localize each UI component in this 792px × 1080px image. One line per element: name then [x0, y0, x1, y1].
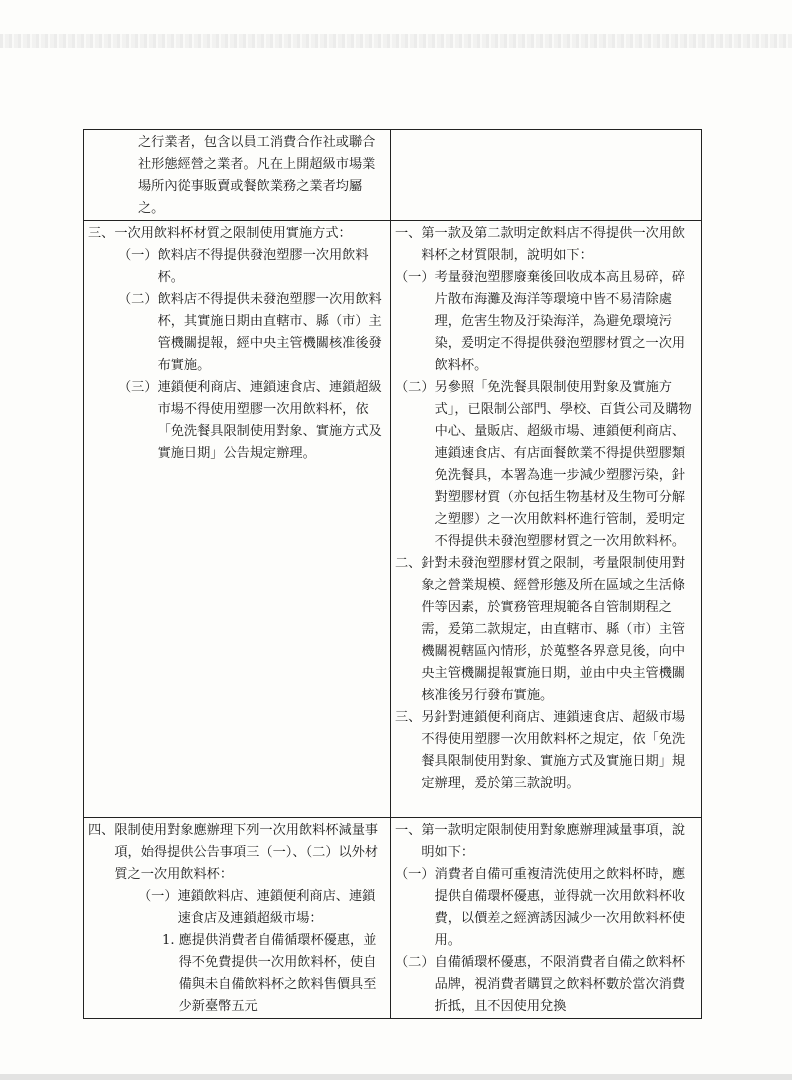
list-item — [395, 707, 697, 795]
item-text: 另參照「免洗餐具限制使用對象及實施方式」，已限制公部門、學校、百貨公司及購物中心、量販店、超級市場、連鎖便利商店、連鎖速食店、有店面餐飲業不得提供塑膠類免洗餐具，本署為進一步減少塑膠污染，針對塑膠材質（亦包括生物基材及生物可分解之塑膠）之一次用飲料杯進行管制，爰明定不得提供未發泡塑膠材質之一次用飲料杯。 — [434, 380, 692, 549]
explanation-cell — [391, 130, 702, 221]
item-label: （二） — [118, 292, 158, 307]
table-row — [84, 130, 702, 221]
item-label: 1. — [162, 933, 175, 948]
item-label: （一） — [395, 867, 435, 882]
item-text: 飲料店不得提供未發泡塑膠一次用飲料杯，其實施日期由直轄市、縣（市）主管機關提報，經中央主管機關核准後發布實施。 — [157, 292, 382, 373]
item-text: 連鎖飲料店、連鎖便利商店、連鎖速食店及連鎖超級市場： — [177, 889, 376, 926]
provision-heading — [88, 820, 386, 886]
list-item — [395, 377, 697, 553]
list-item — [395, 864, 697, 952]
list-item — [395, 952, 697, 1018]
item-label: （一） — [138, 889, 178, 904]
explanation-cell — [391, 818, 702, 1019]
item-label: 二、 — [395, 556, 422, 571]
item-text: 應提供消費者自備循環杯優惠，並得不免費提供一次用飲料杯，使自備與未自備飲料杯之飲料售價具至少新臺幣五元 — [178, 933, 377, 1014]
list-item — [88, 289, 386, 377]
provision-cell — [84, 221, 391, 818]
item-label: （一） — [118, 248, 158, 263]
table-row — [84, 221, 702, 818]
item-text: 一次用飲料杯材質之限制使用實施方式： — [114, 226, 352, 241]
table-row — [84, 818, 702, 1019]
list-item — [88, 930, 386, 1018]
item-label: 三、 — [88, 226, 115, 241]
list-item — [88, 245, 386, 289]
scan-edge-artifact — [0, 34, 792, 48]
item-label: 四、 — [88, 823, 115, 838]
item-text: 飲料店不得提供發泡塑膠一次用飲料杯。 — [157, 248, 369, 285]
provision-heading — [88, 223, 386, 245]
regulation-comparison-table — [83, 129, 702, 1019]
item-label: （三） — [118, 380, 158, 395]
item-text: 另針對連鎖便利商店、連鎖速食店、超級市場不得使用塑膠一次用飲料杯之規定，依「免洗餐具限制使用對象、實施方式及實施日期」規定辦理，爰於第三款說明。 — [421, 710, 686, 791]
item-text: 針對未發泡塑膠材質之限制，考量限制使用對象之營業規模、經營形態及所在區域之生活條件等因素，於實務管理規範各自管制期程之需，爰第二款規定，由直轄市、縣（市）主管機關視轄區內情形，於蒐整各界意見後，向中央主管機關提報實施日期，並由中央主管機關核准後另行發布實施。 — [421, 556, 686, 703]
list-item — [395, 267, 697, 377]
item-text: 限制使用對象應辦理下列一次用飲料杯減量事項，始得提供公告事項三（一）、（二）以外材質之一次用飲料杯： — [114, 823, 379, 882]
explanation-cell — [391, 221, 702, 818]
provision-cell — [84, 130, 391, 221]
item-text: 第一款明定限制使用對象應辦理減量事項，說明如下： — [421, 823, 686, 860]
item-label: 三、 — [395, 710, 422, 725]
item-text: 第一款及第二款明定飲料店不得提供一次用飲料杯之材質限制，說明如下： — [421, 226, 686, 263]
item-label: （一） — [395, 270, 435, 285]
item-text: 考量發泡塑膠廢棄後回收成本高且易碎，碎片散布海灘及海洋等環境中皆不易清除處理，危害生物及汙染海洋，為避免環境污染，爰明定不得提供發泡塑膠材質之一次用飲料杯。 — [434, 270, 686, 373]
list-item — [88, 886, 386, 930]
item-text: 自備循環杯優惠，不限消費者自備之飲料杯品牌，視消費者購買之飲料杯數於當次消費折抵，且不因使用兌換 — [434, 955, 686, 1014]
provision-heading — [395, 820, 697, 864]
item-text: 消費者自備可重複清洗使用之飲料杯時，應提供自備環杯優惠，並得就一次用飲料杯收費，以價差之經濟誘因減少一次用飲料杯使用。 — [434, 867, 686, 948]
item-label: 一、 — [395, 226, 422, 241]
item-label: 一、 — [395, 823, 422, 838]
scan-edge-artifact — [0, 1074, 792, 1080]
list-item — [395, 223, 697, 267]
list-item — [88, 377, 386, 465]
provision-cell — [84, 818, 391, 1019]
continued-text: 之行業者，包含以員工消費合作社或聯合社形態經營之業者。凡在上開超級市場業場所內從事販賣或餐飲業務之業者均屬之。 — [138, 135, 376, 216]
item-text: 連鎖便利商店、連鎖速食店、連鎖超級市場不得使用塑膠一次用飲料杯，依「免洗餐具限制使用對象、實施方式及實施日期」公告規定辦理。 — [157, 380, 382, 461]
item-label: （二） — [395, 380, 435, 395]
item-label: （二） — [395, 955, 435, 970]
list-item — [395, 553, 697, 707]
